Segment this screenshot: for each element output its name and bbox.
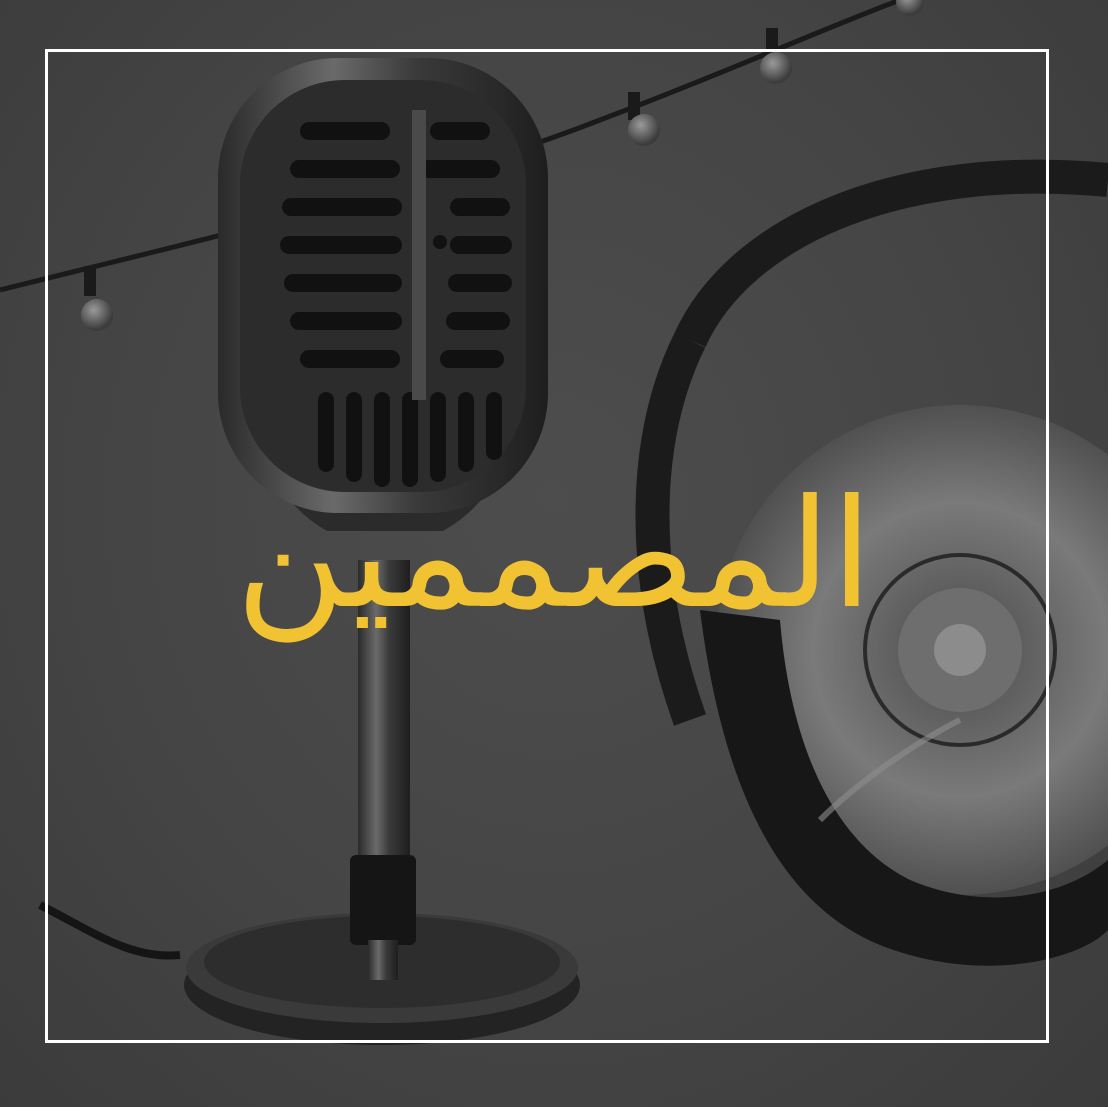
poster-title: المصممين (235, 468, 873, 642)
